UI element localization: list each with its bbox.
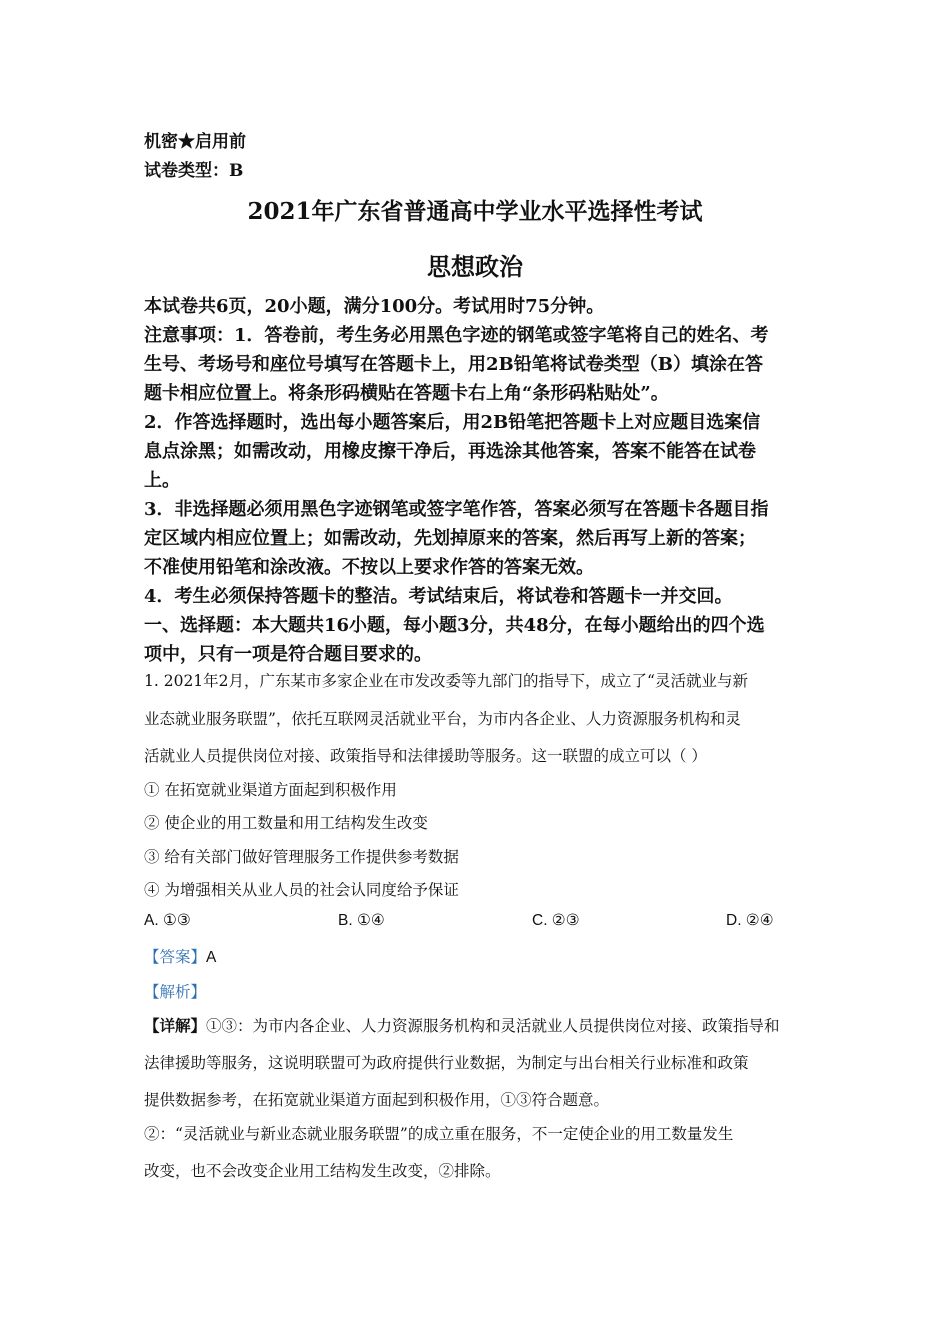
secret-label: 机密★启用前	[144, 132, 246, 152]
detail-tag: 【详解】	[144, 1016, 207, 1035]
instruction-line: 题卡相应位置上。将条形码横贴在答题卡右上角“条形码粘贴处”。	[144, 383, 669, 404]
exam-summary: 本试卷共6页，20小题，满分100分。考试用时75分钟。	[144, 296, 605, 317]
detail-text: 改变，也不会改变企业用工结构发生改变，②排除。	[144, 1162, 501, 1180]
detail-text: 提供数据参考，在拓宽就业渠道方面起到积极作用，①③符合题意。	[144, 1091, 610, 1109]
instruction-line: 生号、考场号和座位号填写在答题卡上，用2B铅笔将试卷类型（B）填涂在答	[144, 354, 763, 375]
instruction-line: 注意事项：1．答卷前，考生务必用黑色字迹的钢笔或签字笔将自己的姓名、考	[144, 325, 769, 346]
instruction-line: 息点涂黑；如需改动，用橡皮擦干净后，再选涂其他答案，答案不能答在试卷	[144, 441, 756, 462]
instruction-line: 3．非选择题必须用黑色字迹钢笔或签字笔作答，答案必须写在答题卡各题目指	[144, 499, 769, 520]
analysis-line	[144, 980, 206, 1002]
answer-tag: 【答案】	[144, 949, 207, 966]
detail-text: 法律援助等服务，这说明联盟可为政府提供行业数据，为制定与出台相关行业标准和政策	[144, 1054, 749, 1072]
paper-type-label: 试卷类型：B	[144, 161, 244, 181]
question-stem: 活就业人员提供岗位对接、政策指导和法律援助等服务。这一联盟的成立可以（ ）	[144, 747, 707, 765]
question-stem: 业态就业服务联盟”，依托互联网灵活就业平台，为市内各企业、人力资源服务机构和灵	[144, 710, 741, 728]
detail-text: ①③：为市内各企业、人力资源服务机构和灵活就业人员提供岗位对接、政策指导和	[206, 1017, 780, 1035]
statement-item: ③ 给有关部门做好管理服务工作提供参考数据	[144, 848, 459, 866]
answer-value: A	[206, 949, 217, 966]
option-d: D. ②④	[726, 912, 774, 929]
instruction-line: 不准使用铅笔和涂改液。不按以上要求作答的答案无效。	[144, 557, 594, 578]
detail-text: ②：“灵活就业与新业态就业服务联盟”的成立重在服务，不一定使企业的用工数量发生	[144, 1125, 734, 1143]
instruction-line: 上。	[144, 470, 180, 491]
statement-item: ② 使企业的用工数量和用工结构发生改变	[144, 814, 428, 832]
section-heading: 项中，只有一项是符合题目要求的。	[144, 644, 432, 665]
instruction-line: 2．作答选择题时，选出每小题答案后，用2B铅笔把答题卡上对应题目选案信	[144, 412, 761, 433]
exam-title: 2021年广东省普通高中学业水平选择性考试	[247, 198, 703, 225]
detail-line	[144, 1014, 780, 1036]
instruction-line: 4．考生必须保持答题卡的整洁。考试结束后，将试卷和答题卡一并交回。	[144, 586, 733, 607]
analysis-tag: 【解析】	[144, 984, 207, 1001]
instruction-line: 定区域内相应位置上；如需改动，先划掉原来的答案，然后再写上新的答案；	[144, 528, 756, 549]
subject-title: 思想政治	[427, 252, 523, 281]
question-stem: 1. 2021年2月，广东某市多家企业在市发改委等九部门的指导下，成立了“灵活就业与新	[144, 672, 748, 690]
option-a: A. ①③	[144, 912, 191, 929]
answer-line	[144, 945, 216, 967]
option-c: C. ②③	[532, 912, 580, 929]
option-b: B. ①④	[338, 912, 385, 929]
section-heading: 一、选择题：本大题共16小题，每小题3分，共48分，在每小题给出的四个选	[144, 615, 765, 636]
statement-item: ① 在拓宽就业渠道方面起到积极作用	[144, 781, 397, 799]
statement-item: ④ 为增强相关从业人员的社会认同度给予保证	[144, 881, 459, 899]
